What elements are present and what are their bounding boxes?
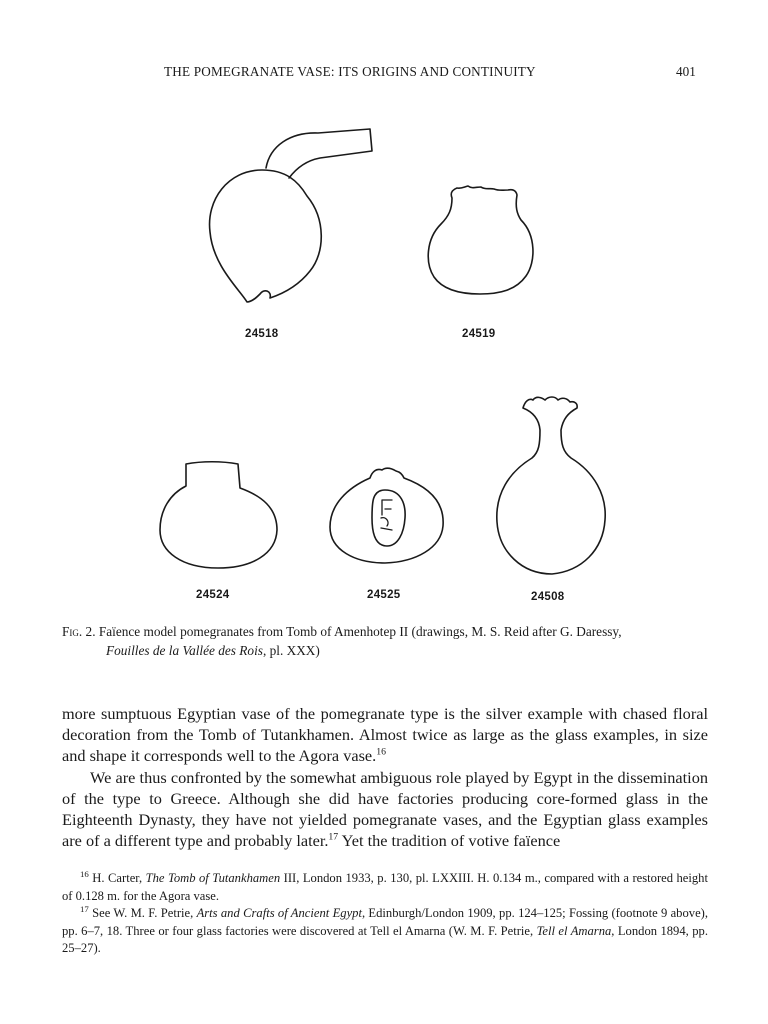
pomegranate-24519-drawing bbox=[428, 186, 533, 294]
running-title: THE POMEGRANATE VASE: ITS ORIGINS AND CONTINUITY bbox=[164, 64, 536, 79]
body-text bbox=[62, 703, 708, 851]
footnote-text: H. Carter, bbox=[88, 871, 146, 885]
page-number: 401 bbox=[676, 64, 696, 79]
paragraph-text: Yet the tradition of votive faïence bbox=[338, 831, 561, 851]
figure-label-24508: 24508 bbox=[531, 591, 565, 603]
footnote-text: , Edinburgh/London 1909, pp. 124–125; Fossing (footnote 9 above), pp. 6–7, 18. Three or four glass factories were discovered at Tell el Amarna (W. M. F. Petrie, bbox=[62, 906, 708, 938]
footnote-text: See W. M. F. Petrie, bbox=[88, 906, 197, 921]
paragraph-text: more sumptuous Egyptian vase of the pomegranate type is the silver example with chased floral decoration from the Tomb of Tutankhamen. Almost twice as large as the glass examples, in size and shape it corresponds well to the Agora vase. bbox=[62, 704, 708, 766]
footnote-ref: 17 bbox=[328, 831, 339, 843]
caption-source-plate: , pl. XXX) bbox=[262, 643, 320, 658]
figure-label-24518: 24518 bbox=[245, 328, 279, 340]
footnote-title: Tell el Amarna bbox=[536, 923, 612, 938]
footnote-16 bbox=[62, 870, 708, 905]
figure-label-24519: 24519 bbox=[462, 328, 496, 340]
caption-source-title: Fouilles de la Vallée des Rois bbox=[106, 643, 263, 658]
footnotes bbox=[62, 870, 708, 958]
pomegranate-24525-drawing bbox=[330, 468, 443, 563]
footnote-number: 16 bbox=[80, 868, 89, 879]
footnote-title: Arts and Crafts of Ancient Egypt bbox=[196, 906, 362, 921]
footnote-17 bbox=[62, 905, 708, 958]
figure-label-24525: 24525 bbox=[367, 589, 401, 601]
pomegranate-24524-drawing bbox=[160, 462, 277, 568]
footnote-text: , London 1894, pp. 25–27). bbox=[62, 923, 708, 956]
footnote-ref: 16 bbox=[376, 746, 386, 758]
paragraph bbox=[62, 703, 708, 767]
footnote-text: III, London 1933, p. 130, pl. LXXIII. H. 0.134 m., compared with a restored height of 0.128 m. for the Agora vase. bbox=[62, 871, 708, 903]
caption-text: Faïence model pomegranates from Tomb of Amenhotep II (drawings, M. S. Reid after G. Daressy, bbox=[95, 624, 622, 639]
figure-caption bbox=[62, 622, 708, 660]
pomegranate-24518-drawing bbox=[210, 129, 372, 302]
paragraph bbox=[62, 767, 708, 852]
pomegranate-24508-drawing bbox=[497, 397, 605, 574]
paragraph-text: We are thus confronted by the somewhat ambiguous role played by Egypt in the dissemination of the type to Greece. Although she did have factories producing core-formed glass in the Eighteenth Dynasty, they have not yielded pomegranate vases, and the Egyptian glass examples are of a different type and probably later. bbox=[62, 767, 708, 851]
caption-figure-ref: Fig. 2. bbox=[62, 624, 96, 639]
footnote-number: 17 bbox=[80, 904, 89, 914]
figure-label-24524: 24524 bbox=[196, 589, 230, 601]
footnote-title: The Tomb of Tutankhamen bbox=[145, 871, 281, 885]
